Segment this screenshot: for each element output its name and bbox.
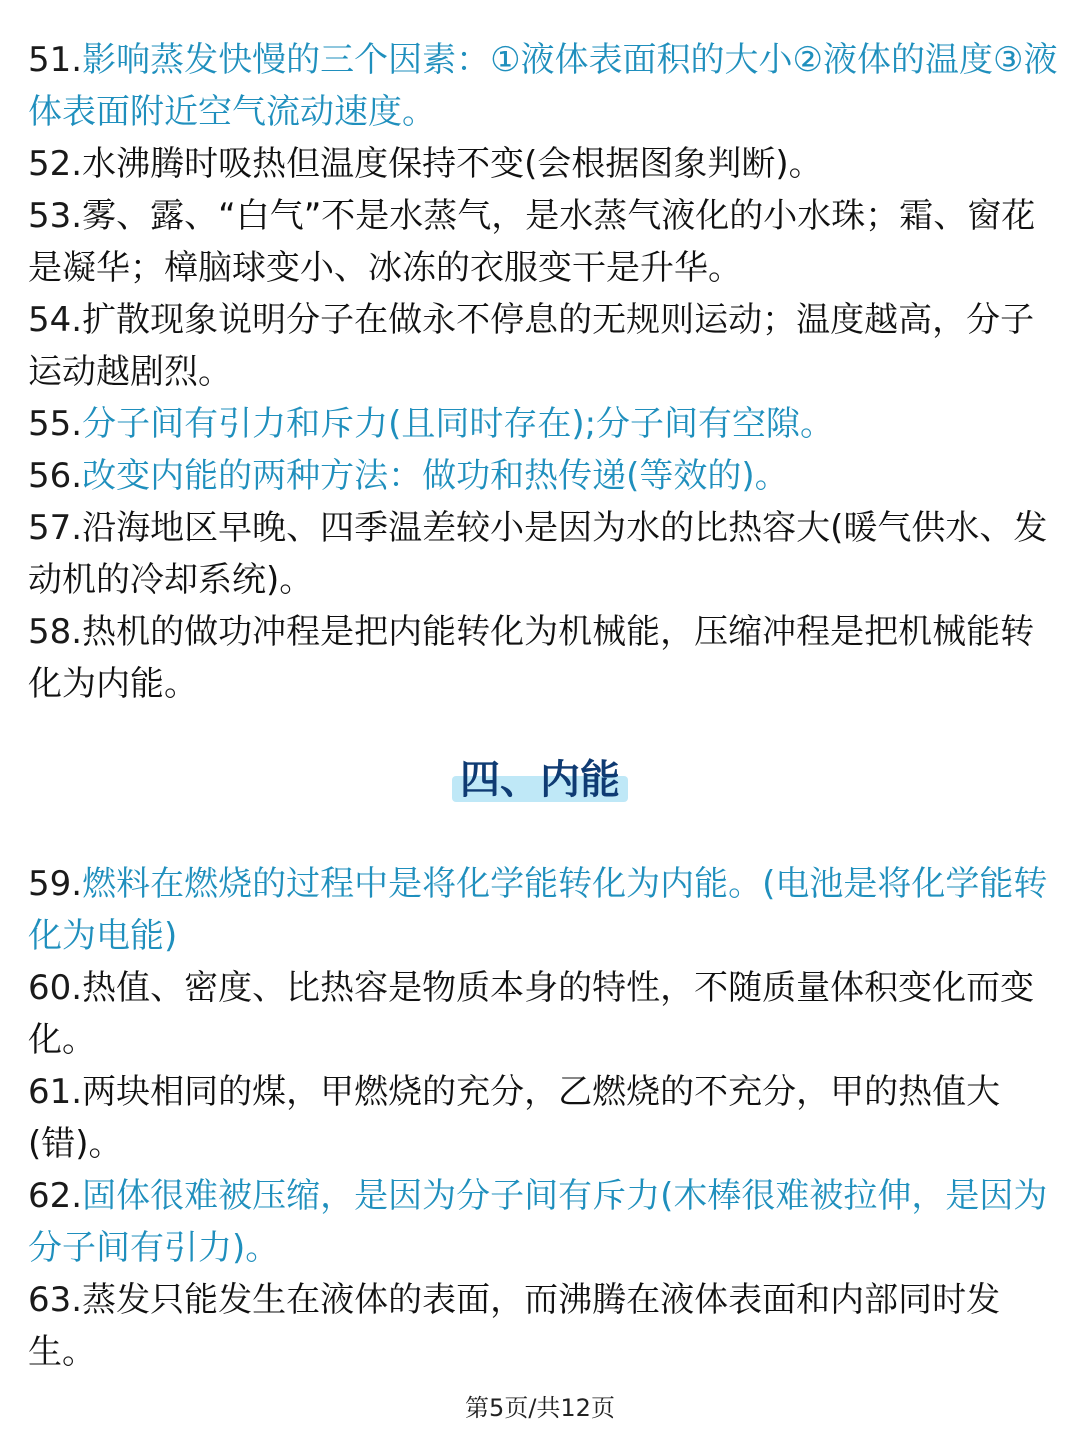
list-item-53 — [28, 190, 1058, 294]
item-number: 56. — [28, 456, 83, 496]
item-number: 61. — [28, 1072, 83, 1112]
item-text: 燃料在燃烧的过程中是将化学能转化为内能。(电池是将化学能转化为电能) — [28, 864, 1048, 956]
list-item-51 — [28, 34, 1058, 138]
item-number: 58. — [28, 612, 83, 652]
item-number: 54. — [28, 300, 83, 340]
item-text: 蒸发只能发生在液体的表面，而沸腾在液体表面和内部同时发生。 — [28, 1280, 1001, 1372]
item-text: 水沸腾时吸热但温度保持不变(会根据图象判断)。 — [82, 144, 823, 184]
item-number: 62. — [28, 1176, 83, 1216]
item-number: 57. — [28, 508, 83, 548]
list-item-56 — [28, 450, 1058, 502]
list-item-55 — [28, 398, 1058, 450]
list-item-61 — [28, 1066, 1058, 1170]
list-item-60 — [28, 962, 1058, 1066]
section-heading — [452, 752, 628, 808]
item-number: 60. — [28, 968, 83, 1008]
item-number: 51. — [28, 40, 83, 80]
list-item-52 — [28, 138, 1058, 190]
item-number: 53. — [28, 196, 83, 236]
list-item-62 — [28, 1170, 1058, 1274]
item-text: 沿海地区早晚、四季温差较小是因为水的比热容大(暖气供水、发动机的冷却系统)。 — [28, 508, 1048, 600]
section-heading-wrap — [0, 752, 1080, 808]
item-text: 雾、露、“白气”不是水蒸气，是水蒸气液化的小水珠；霜、窗花是凝华；樟脑球变小、冰冻的衣服变干是升华。 — [28, 196, 1036, 288]
list-item-63 — [28, 1274, 1058, 1378]
item-text: 影响蒸发快慢的三个因素：①液体表面积的大小②液体的温度③液体表面附近空气流动速度。 — [28, 40, 1058, 132]
list-item-57 — [28, 502, 1058, 606]
item-text: 固体很难被压缩，是因为分子间有斥力(木棒很难被拉伸，是因为分子间有引力)。 — [28, 1176, 1048, 1268]
item-text: 热值、密度、比热容是物质本身的特性，不随质量体积变化而变化。 — [28, 968, 1035, 1060]
item-text: 热机的做功冲程是把内能转化为机械能，压缩冲程是把机械能转化为内能。 — [28, 612, 1035, 704]
section-heading-text: 四、内能 — [460, 757, 620, 803]
item-number: 59. — [28, 864, 83, 904]
list-item-58 — [28, 606, 1058, 710]
item-text: 分子间有引力和斥力(且同时存在);分子间有空隙。 — [82, 404, 835, 444]
list-item-54 — [28, 294, 1058, 398]
item-number: 52. — [28, 144, 83, 184]
item-text: 扩散现象说明分子在做永不停息的无规则运动；温度越高，分子运动越剧烈。 — [28, 300, 1035, 392]
list-item-59 — [28, 858, 1058, 962]
item-text: 两块相同的煤，甲燃烧的充分，乙燃烧的不充分，甲的热值大(错)。 — [28, 1072, 1001, 1164]
page-indicator: 第5页/共12页 — [465, 1394, 615, 1422]
item-number: 55. — [28, 404, 83, 444]
item-text: 改变内能的两种方法：做功和热传递(等效的)。 — [82, 456, 789, 496]
item-number: 63. — [28, 1280, 83, 1320]
